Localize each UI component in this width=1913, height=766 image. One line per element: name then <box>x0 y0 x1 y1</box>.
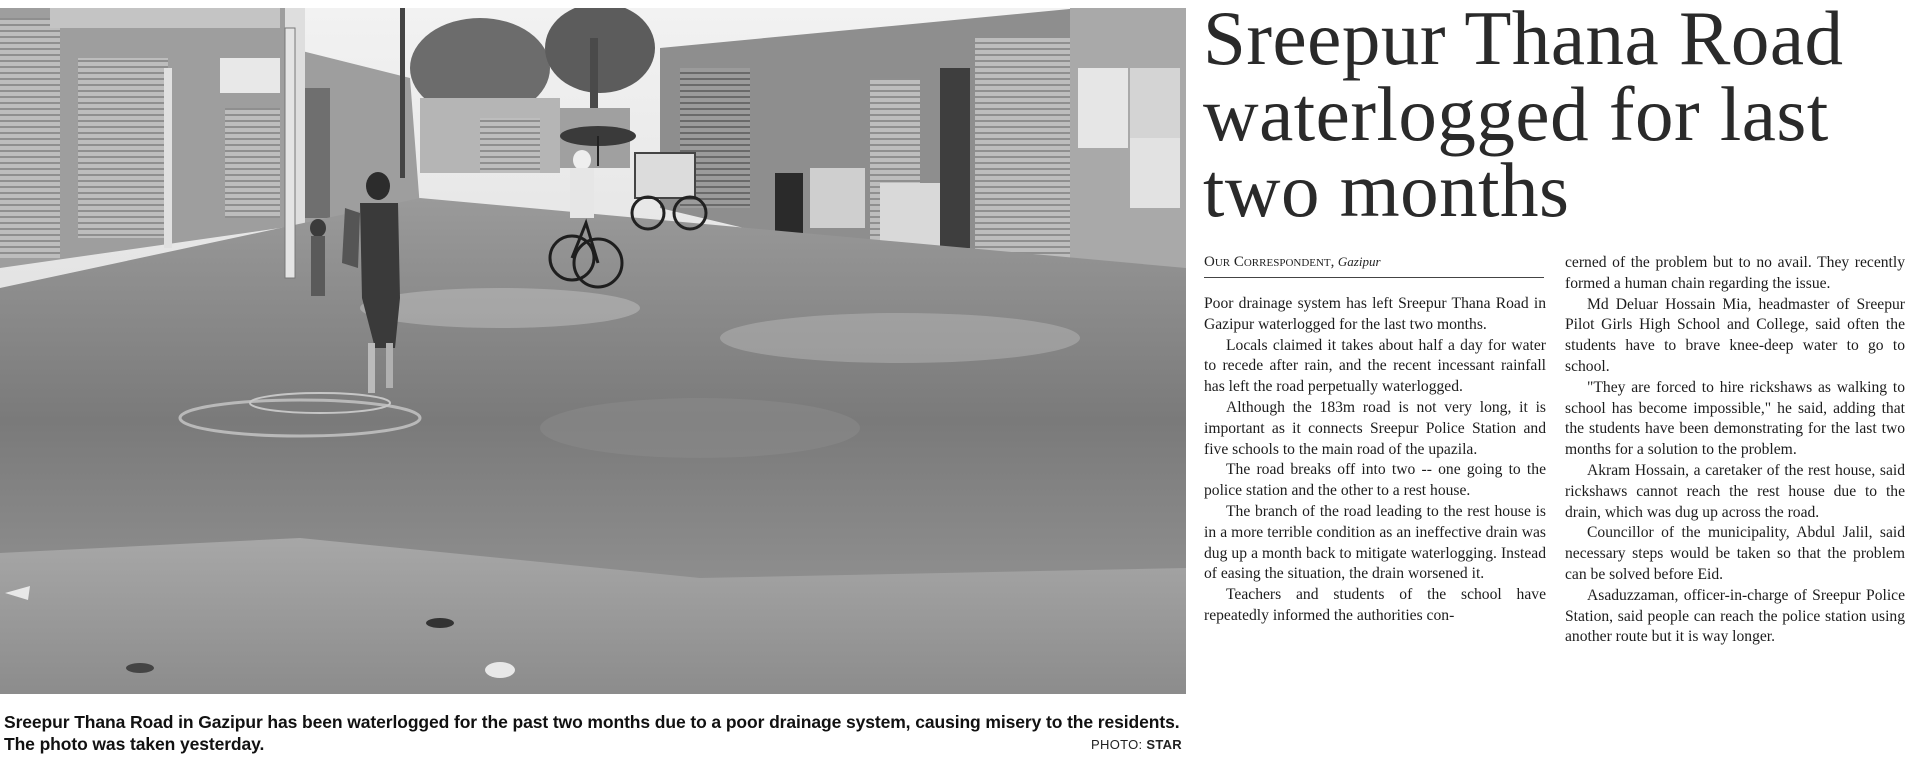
headline <box>1203 0 1913 233</box>
paragraph: Locals claimed it takes about half a day for water to recede after rain, and the recent incessant rainfall has left the road perpetually waterlogged. <box>1204 336 1546 396</box>
byline-location: Gazipur <box>1337 254 1381 269</box>
photo-caption <box>4 711 1184 755</box>
article-column-1 <box>1204 294 1546 627</box>
paragraph: cerned of the problem but to no avail. They recently formed a human chain regarding the issue. <box>1565 254 1905 292</box>
paragraph: "They are forced to hire rickshaws as walking to school has become impossible," he said, adding that the students have been demonstrating for the last two months for a solution to the problem. <box>1565 378 1905 459</box>
paragraph: The branch of the road leading to the rest house is in a more terrible condition as an ineffective drain was dug up a month back to mitigate waterlogging. Instead of easing the situation, the drain worsened it. <box>1204 502 1546 583</box>
news-photo <box>0 8 1186 694</box>
headline-line-3: two months <box>1203 147 1570 233</box>
headline-line-2: waterlogged for last <box>1203 71 1829 157</box>
photo-credit-label: PHOTO: <box>1091 737 1143 752</box>
paragraph: Councillor of the municipality, Abdul Jalil, said necessary steps would be taken so that the problem can be solved before Eid. <box>1565 524 1905 583</box>
byline <box>1204 254 1544 278</box>
paragraph: Md Deluar Hossain Mia, headmaster of Sreepur Pilot Girls High School and College, said often the students have to brave knee-deep water to go to school. <box>1565 295 1905 375</box>
caption-line-1: Sreepur Thana Road in Gazipur has been waterlogged for the past two months due to a poor drainage system, causing misery to the residents. <box>4 712 1180 732</box>
flooded-street-illustration <box>0 8 1186 694</box>
caption-line-2: The photo was taken yesterday. <box>4 734 265 754</box>
photo-credit-source: STAR <box>1146 737 1182 752</box>
paragraph: Teachers and students of the school have repeatedly informed the authorities con- <box>1204 586 1546 624</box>
article-column-2 <box>1565 253 1905 648</box>
paragraph: Poor drainage system has left Sreepur Thana Road in Gazipur waterlogged for the last two months. <box>1204 295 1546 333</box>
paragraph: Asaduzzaman, officer-in-charge of Sreepur Police Station, said people can reach the police station using another route but it is way longer. <box>1565 586 1905 646</box>
paragraph: Although the 183m road is not very long, it is important as it connects Sreepur Police Station and five schools to the main road of the upazila. <box>1204 398 1546 458</box>
photo-credit <box>1091 737 1182 752</box>
byline-name: Our Correspondent, <box>1204 254 1335 270</box>
paragraph: Akram Hossain, a caretaker of the rest house, said rickshaws cannot reach the rest house due to the drain, which was dug up across the road. <box>1565 461 1905 521</box>
headline-line-1: Sreepur Thana Road <box>1203 0 1844 81</box>
paragraph: The road breaks off into two -- one going to the police station and the other to a rest house. <box>1204 461 1546 500</box>
